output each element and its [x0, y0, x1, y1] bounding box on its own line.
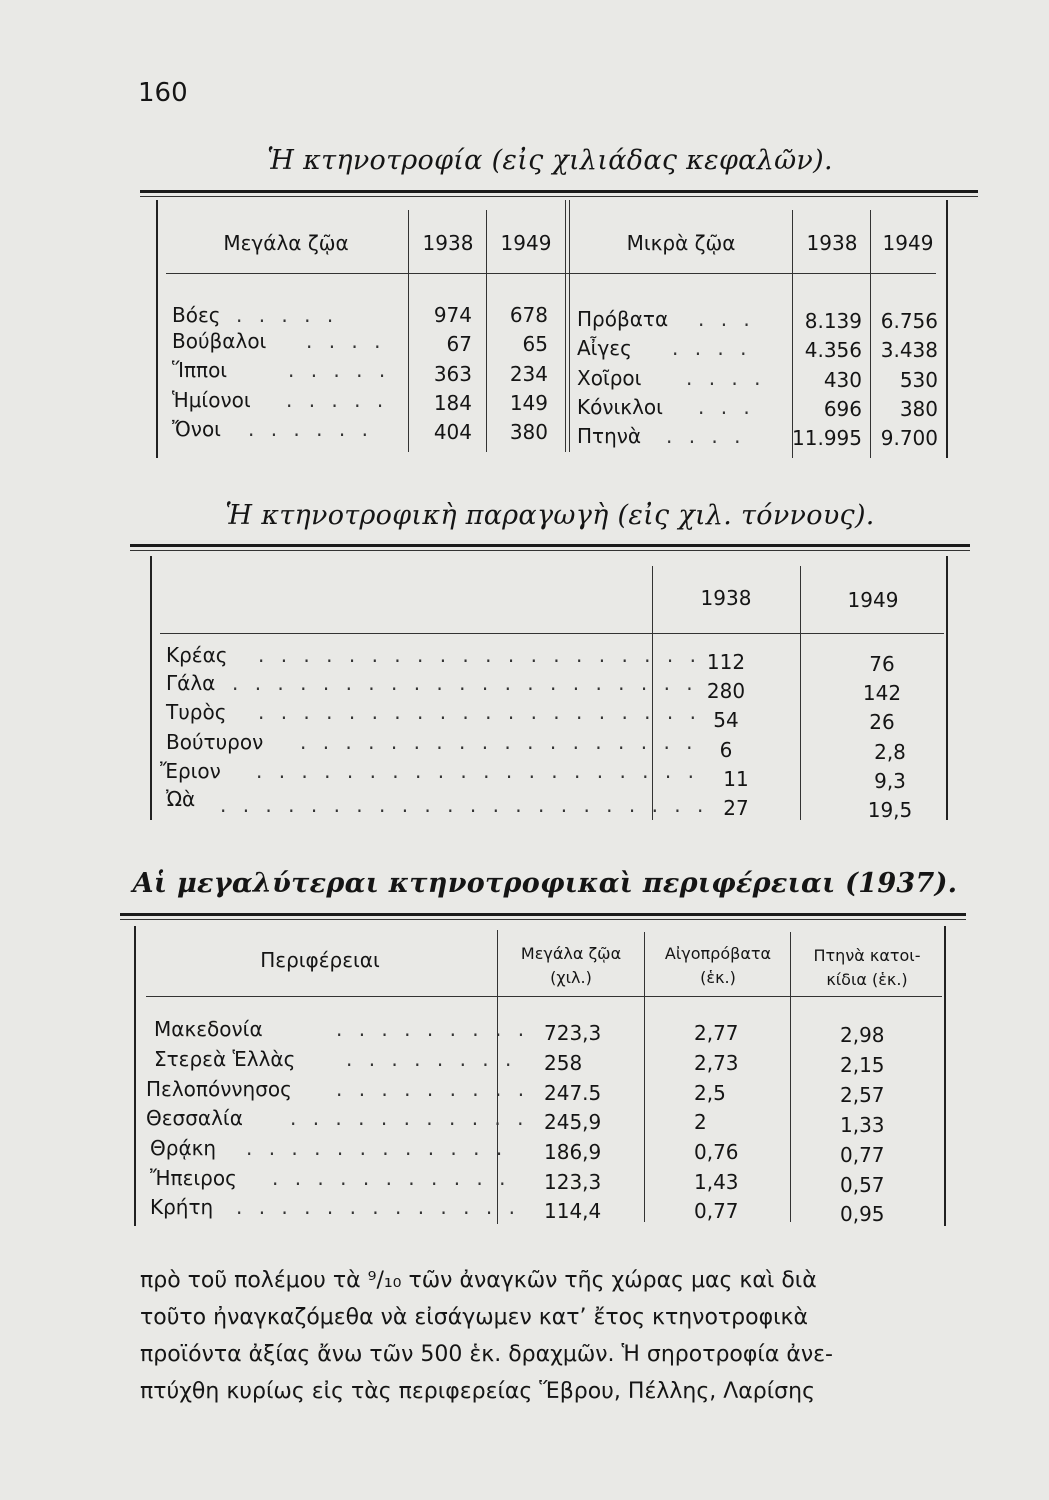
value-cell: 6.756 [880, 309, 938, 333]
small-animal-label: Κόνικλοι [577, 395, 663, 419]
value-cell: 114,4 [544, 1199, 602, 1223]
value-cell: 9.700 [880, 426, 938, 450]
table2-title: Ἡ κτηνοτροφικὴ παραγωγὴ (εἰς χιλ. τόννους). [225, 500, 875, 531]
value-cell: 723,3 [544, 1021, 602, 1045]
table2-top-rule [130, 544, 970, 547]
value-cell: 27 [723, 796, 749, 820]
value-cell: 65 [522, 332, 548, 356]
region-label: Θρᾴκη [150, 1136, 217, 1160]
table3-header-large-animals-unit: (χιλ.) [550, 968, 592, 987]
region-label: Πελοπόννησος [146, 1077, 292, 1101]
paragraph-line: πτύχθη κυρίως εἰς τὰς περιφερείας Ἕβρου, Πέλλης, Λαρίσης [140, 1379, 815, 1404]
leader-dots: . . . . [672, 336, 752, 360]
value-cell: 404 [433, 420, 472, 444]
leader-dots: . . . . . . . . . . . . [246, 1136, 508, 1160]
leader-dots: . . . . . [288, 358, 391, 382]
leader-dots: . . . . . . . . . . . . . . . . . . . . . . [220, 793, 709, 817]
body-paragraph [140, 1262, 960, 1410]
value-cell: 11.995 [792, 426, 862, 450]
table1-header-1949: 1949 [882, 231, 934, 255]
leader-dots: . . . . . . . . . [336, 1077, 530, 1101]
leader-dots: . . . . . . . . . . . . . [236, 1195, 520, 1219]
value-cell: 247.5 [544, 1081, 602, 1105]
leader-dots: . . . . [686, 366, 766, 390]
leader-dots: . . . . . [236, 303, 339, 327]
table1-header-small-animals: Μικρὰ ζῷα [626, 231, 736, 255]
value-cell: 67 [446, 332, 472, 356]
table3-header-regions: Περιφέρειαι [260, 948, 380, 972]
value-cell: 2,73 [694, 1051, 739, 1075]
value-cell: 1,33 [840, 1113, 885, 1137]
value-cell: 696 [823, 397, 862, 421]
small-animal-label: Πρόβατα [577, 307, 669, 331]
leader-dots: . . . . . . . . . . . [272, 1166, 511, 1190]
table3-header-poultry: Πτηνὰ κατοι- [813, 946, 921, 965]
value-cell: 258 [544, 1051, 583, 1075]
table3-header-rule [146, 996, 942, 997]
table2-header-1949: 1949 [847, 588, 899, 612]
value-cell: 2 [694, 1110, 707, 1134]
value-cell: 530 [899, 368, 938, 392]
value-cell: 6 [719, 738, 733, 762]
region-label: Μακεδονία [154, 1017, 263, 1041]
table1-header-large-animals: Μεγάλα ζῷα [223, 231, 349, 255]
value-cell: 0,77 [694, 1199, 739, 1223]
table3-header-goats-sheep: Αἰγοπρόβατα [664, 944, 772, 963]
region-label: Στερεὰ Ἑλλὰς [154, 1047, 296, 1071]
product-label: Βούτυρον [166, 730, 264, 754]
value-cell: 974 [433, 303, 472, 327]
leader-dots: . . . . . . . . . . . . . . . . . . . . [258, 700, 701, 724]
value-cell: 9,3 [874, 769, 906, 793]
value-cell: 3.438 [880, 338, 938, 362]
value-cell: 1,43 [694, 1170, 739, 1194]
value-cell: 430 [823, 368, 862, 392]
paragraph-line: τοῦτο ἠναγκαζόμεθα νὰ εἰσάγωμεν κατ’ ἔτος κτηνοτροφικὰ [140, 1305, 809, 1330]
product-label: Ὠὰ [166, 787, 196, 811]
leader-dots: . . . . . . [248, 417, 373, 441]
product-label: Γάλα [166, 671, 216, 695]
value-cell: 2,57 [840, 1083, 885, 1107]
leader-dots: . . . . . [286, 388, 389, 412]
leader-dots: . . . . . . . . . . . [290, 1106, 529, 1130]
value-cell: 2,5 [694, 1081, 726, 1105]
table2-header-rule [160, 633, 944, 634]
small-animal-label: Αἶγες [577, 336, 632, 360]
value-cell: 280 [706, 679, 746, 703]
value-cell: 4.356 [804, 338, 862, 362]
value-cell: 149 [509, 391, 548, 415]
value-cell: 142 [862, 681, 902, 705]
table1-header-rule [166, 273, 936, 274]
value-cell: 2,15 [840, 1053, 885, 1077]
leader-dots: . . . . . . . . . [336, 1017, 530, 1041]
leader-dots: . . . . . . . . . . . . . . . . . . . . [256, 759, 699, 783]
table1-header-1938: 1938 [422, 231, 474, 255]
table1-header-1949: 1949 [500, 231, 552, 255]
large-animal-label: Βούβαλοι [172, 329, 267, 353]
value-cell: 186,9 [544, 1140, 602, 1164]
value-cell: 123,3 [544, 1170, 602, 1194]
region-label: Θεσσαλία [146, 1106, 243, 1130]
leader-dots: . . . [698, 395, 755, 419]
value-cell: 112 [706, 650, 746, 674]
region-label: Ἤπειρος [150, 1166, 237, 1190]
leader-dots: . . . . . . . . . . . . . . . . . . . . . [232, 671, 698, 695]
table1-title: Ἡ κτηνοτροφία (εἰς χιλιάδας κεφαλῶν). [267, 145, 833, 176]
table3-title: Αἱ μεγαλύτεραι κτηνοτροφικαὶ περιφέρειαι (1937). [132, 868, 958, 899]
table2-header-1938: 1938 [700, 586, 752, 610]
table1-col-divider [408, 210, 409, 452]
value-cell: 363 [433, 362, 472, 386]
paragraph-line: προϊόντα ἀξίας ἄνω τῶν 500 ἑκ. δραχμῶν. Ἡ σηροτροφία ἀνε- [140, 1342, 833, 1367]
table3-header-poultry-unit: κίδια (ἑκ.) [826, 970, 908, 989]
value-cell: 678 [509, 303, 548, 327]
leader-dots: . . . . . . . . [346, 1047, 517, 1071]
page-number: 160 [138, 78, 188, 108]
large-animal-label: Ὄνοι [172, 417, 221, 441]
value-cell: 234 [509, 362, 548, 386]
value-cell: 0,57 [840, 1173, 885, 1197]
table1-col-divider [870, 210, 871, 458]
leader-dots: . . . . [306, 329, 386, 353]
table1-col-divider [565, 200, 566, 452]
value-cell: 2,77 [694, 1021, 739, 1045]
large-animal-label: Ἵπποι [172, 358, 228, 382]
table1-col-divider [792, 210, 793, 458]
value-cell: 8.139 [804, 309, 862, 333]
paragraph-line: πρὸ τοῦ πολέμου τὰ ⁹/₁₀ τῶν ἀναγκῶν τῆς χώρας μας καὶ διὰ [140, 1268, 817, 1293]
leader-dots: . . . . . . . . . . . . . . . . . . . . [258, 643, 701, 667]
table3-top-rule [120, 913, 966, 916]
value-cell: 0,95 [840, 1202, 885, 1226]
value-cell: 184 [433, 391, 472, 415]
value-cell: 11 [723, 767, 749, 791]
large-animal-label: Βόες [172, 303, 221, 327]
value-cell: 380 [899, 397, 938, 421]
value-cell: 19,5 [867, 798, 913, 822]
table1-header-1938: 1938 [806, 231, 858, 255]
leader-dots: . . . . [666, 424, 746, 448]
small-animal-label: Πτηνὰ [577, 424, 642, 448]
value-cell: 26 [869, 710, 895, 734]
value-cell: 54 [713, 708, 739, 732]
product-label: Κρέας [166, 643, 228, 667]
region-label: Κρήτη [150, 1195, 214, 1219]
large-animal-label: Ἡμίονοι [172, 388, 251, 412]
value-cell: 245,9 [544, 1110, 602, 1134]
leader-dots: . . . [698, 307, 755, 331]
table3-col-divider [644, 932, 645, 1222]
value-cell: 2,8 [874, 740, 906, 764]
table3-col-divider [790, 932, 791, 1222]
value-cell: 2,98 [840, 1023, 885, 1047]
table1-col-divider [486, 210, 487, 452]
product-label: Ἔριον [160, 759, 221, 783]
value-cell: 0,77 [840, 1143, 885, 1167]
leader-dots: . . . . . . . . . . . . . . . . . . [300, 730, 698, 754]
table1-col-divider [569, 200, 570, 452]
table3-header-goats-sheep-unit: (ἑκ.) [700, 968, 736, 987]
table3-header-large-animals: Μεγάλα ζῷα [520, 944, 622, 963]
value-cell: 76 [869, 652, 895, 676]
product-label: Τυρὸς [166, 700, 227, 724]
value-cell: 380 [509, 420, 548, 444]
value-cell: 0,76 [694, 1140, 739, 1164]
table1-top-rule [140, 190, 978, 193]
small-animal-label: Χοῖροι [577, 366, 642, 390]
